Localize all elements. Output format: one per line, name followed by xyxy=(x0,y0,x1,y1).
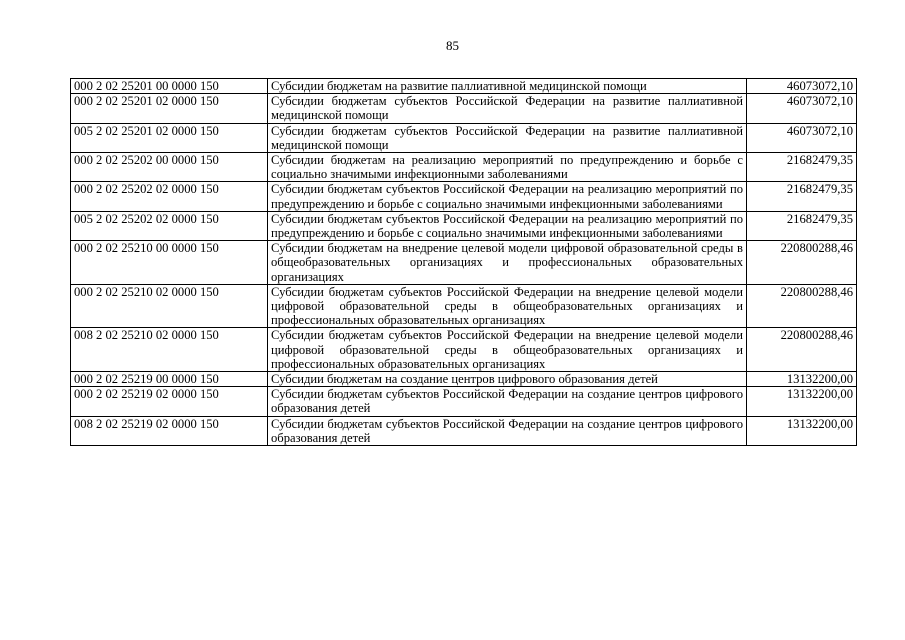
amount-cell: 21682479,35 xyxy=(747,153,857,182)
description-cell: Субсидии бюджетам субъектов Российской Федерации на создание центров цифрового образования детей xyxy=(268,416,747,445)
table-row xyxy=(71,211,857,240)
page-number: 85 xyxy=(446,38,459,53)
amount-cell: 21682479,35 xyxy=(747,182,857,211)
table-row xyxy=(71,387,857,416)
table-row xyxy=(71,241,857,285)
table-row xyxy=(71,94,857,123)
table-row xyxy=(71,416,857,445)
amount-cell: 46073072,10 xyxy=(747,123,857,152)
budget-code-cell: 000 2 02 25219 02 0000 150 xyxy=(71,387,268,416)
amount-cell: 21682479,35 xyxy=(747,211,857,240)
amount-cell: 220800288,46 xyxy=(747,241,857,285)
amount-cell: 13132200,00 xyxy=(747,416,857,445)
description-cell: Субсидии бюджетам субъектов Российской Федерации на развитие паллиативной медицинской помощи xyxy=(268,94,747,123)
description-cell: Субсидии бюджетам на реализацию мероприятий по предупреждению и борьбе с социально значимыми инфекционными заболеваниями xyxy=(268,153,747,182)
description-cell: Субсидии бюджетам субъектов Российской Федерации на реализацию мероприятий по предупреждению и борьбе с социально значимыми инфекционными заболеваниями xyxy=(268,211,747,240)
table-row xyxy=(71,123,857,152)
table-row xyxy=(71,153,857,182)
description-cell: Субсидии бюджетам субъектов Российской Федерации на внедрение целевой модели цифровой образовательной среды в общеобразовательных организациях и профессиональных образовательных организациях xyxy=(268,328,747,372)
amount-cell: 46073072,10 xyxy=(747,79,857,94)
amount-cell: 13132200,00 xyxy=(747,372,857,387)
description-cell: Субсидии бюджетам на создание центров цифрового образования детей xyxy=(268,372,747,387)
budget-code-cell: 000 2 02 25202 02 0000 150 xyxy=(71,182,268,211)
amount-cell: 220800288,46 xyxy=(747,328,857,372)
table-row xyxy=(71,79,857,94)
description-cell: Субсидии бюджетам субъектов Российской Федерации на внедрение целевой модели цифровой образовательной среды в общеобразовательных организациях и профессиональных образовательных организациях xyxy=(268,284,747,328)
budget-code-cell: 000 2 02 25201 00 0000 150 xyxy=(71,79,268,94)
budget-code-cell: 000 2 02 25210 00 0000 150 xyxy=(71,241,268,285)
table-row xyxy=(71,284,857,328)
budget-code-cell: 008 2 02 25210 02 0000 150 xyxy=(71,328,268,372)
amount-cell: 13132200,00 xyxy=(747,387,857,416)
budget-code-cell: 005 2 02 25201 02 0000 150 xyxy=(71,123,268,152)
amount-cell: 220800288,46 xyxy=(747,284,857,328)
table-row xyxy=(71,182,857,211)
budget-code-cell: 000 2 02 25201 02 0000 150 xyxy=(71,94,268,123)
budget-income-table xyxy=(70,78,857,446)
description-cell: Субсидии бюджетам на внедрение целевой модели цифровой образовательной среды в общеобразовательных организациях и профессиональных образовательных организациях xyxy=(268,241,747,285)
budget-code-cell: 000 2 02 25202 00 0000 150 xyxy=(71,153,268,182)
budget-code-cell: 000 2 02 25219 00 0000 150 xyxy=(71,372,268,387)
table-row xyxy=(71,372,857,387)
budget-code-cell: 005 2 02 25202 02 0000 150 xyxy=(71,211,268,240)
budget-code-cell: 000 2 02 25210 02 0000 150 xyxy=(71,284,268,328)
table-row xyxy=(71,328,857,372)
table-body xyxy=(71,79,857,446)
description-cell: Субсидии бюджетам субъектов Российской Федерации на развитие паллиативной медицинской помощи xyxy=(268,123,747,152)
description-cell: Субсидии бюджетам на развитие паллиативной медицинской помощи xyxy=(268,79,747,94)
amount-cell: 46073072,10 xyxy=(747,94,857,123)
description-cell: Субсидии бюджетам субъектов Российской Федерации на реализацию мероприятий по предупреждению и борьбе с социально значимыми инфекционными заболеваниями xyxy=(268,182,747,211)
description-cell: Субсидии бюджетам субъектов Российской Федерации на создание центров цифрового образования детей xyxy=(268,387,747,416)
budget-code-cell: 008 2 02 25219 02 0000 150 xyxy=(71,416,268,445)
